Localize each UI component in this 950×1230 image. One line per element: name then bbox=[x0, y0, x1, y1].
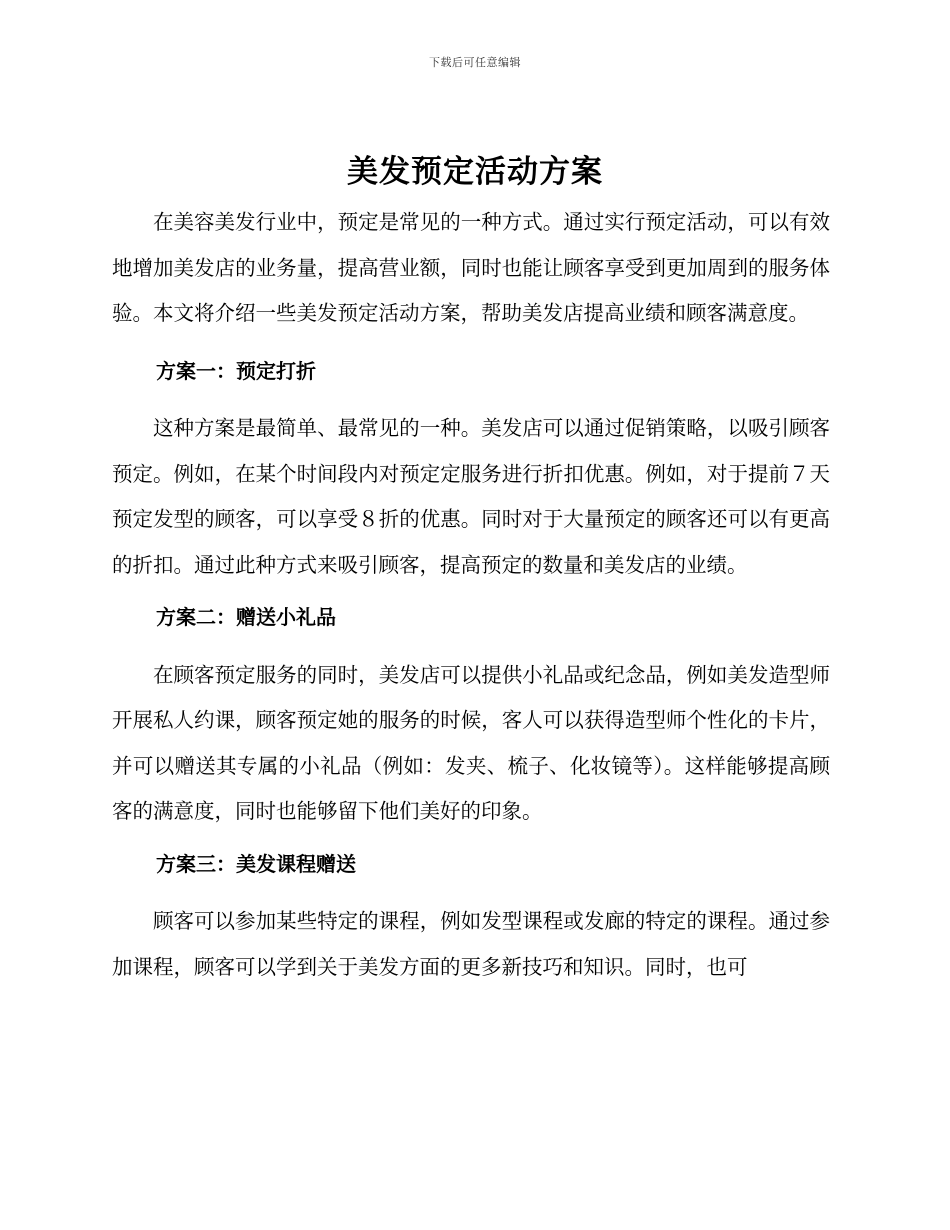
section-paragraph-1: 这种方案是最简单、最常见的一种。美发店可以通过促销策略，以吸引顾客预定。例如，在某个时间段内对预定定服务进行折扣优惠。例如，对于提前７天预定发型的顾客，可以享受８折的优惠。同时对于大量预定的顾客还可以有更高的折扣。通过此种方式来吸引顾客，提高预定的数量和美发店的业绩。 bbox=[112, 416, 830, 577]
section-heading-3: 方案三：美发课程赠送 bbox=[156, 851, 356, 876]
document-body bbox=[112, 200, 830, 990]
section-paragraph-2: 在顾客预定服务的同时，美发店可以提供小礼品或纪念品，例如美发造型师开展私人约课，顾客预定她的服务的时候，客人可以获得造型师个性化的卡片，并可以赠送其专属的小礼品（例如：发夹、梳子、化妆镜等）。这样能够提高顾客的满意度，同时也能够留下他们美好的印象。 bbox=[112, 662, 830, 823]
document-title: 美发预定活动方案 bbox=[347, 154, 603, 190]
section-heading-2: 方案二：赠送小礼品 bbox=[156, 605, 336, 629]
header-note: 下载后可任意编辑 bbox=[429, 56, 521, 69]
intro-paragraph: 在美容美发行业中，预定是常见的一种方式。通过实行预定活动，可以有效地增加美发店的业务量，提高营业额，同时也能让顾客享受到更加周到的服务体验。本文将介绍一些美发预定活动方案，帮助美发店提高业绩和顾客满意度。 bbox=[112, 210, 830, 325]
section-paragraph-3: 顾客可以参加某些特定的课程，例如发型课程或发廊的特定的课程。通过参加课程，顾客可以学到关于美发方面的更多新技巧和知识。同时，也可 bbox=[112, 909, 830, 979]
section-heading-1: 方案一：预定打折 bbox=[156, 358, 316, 383]
